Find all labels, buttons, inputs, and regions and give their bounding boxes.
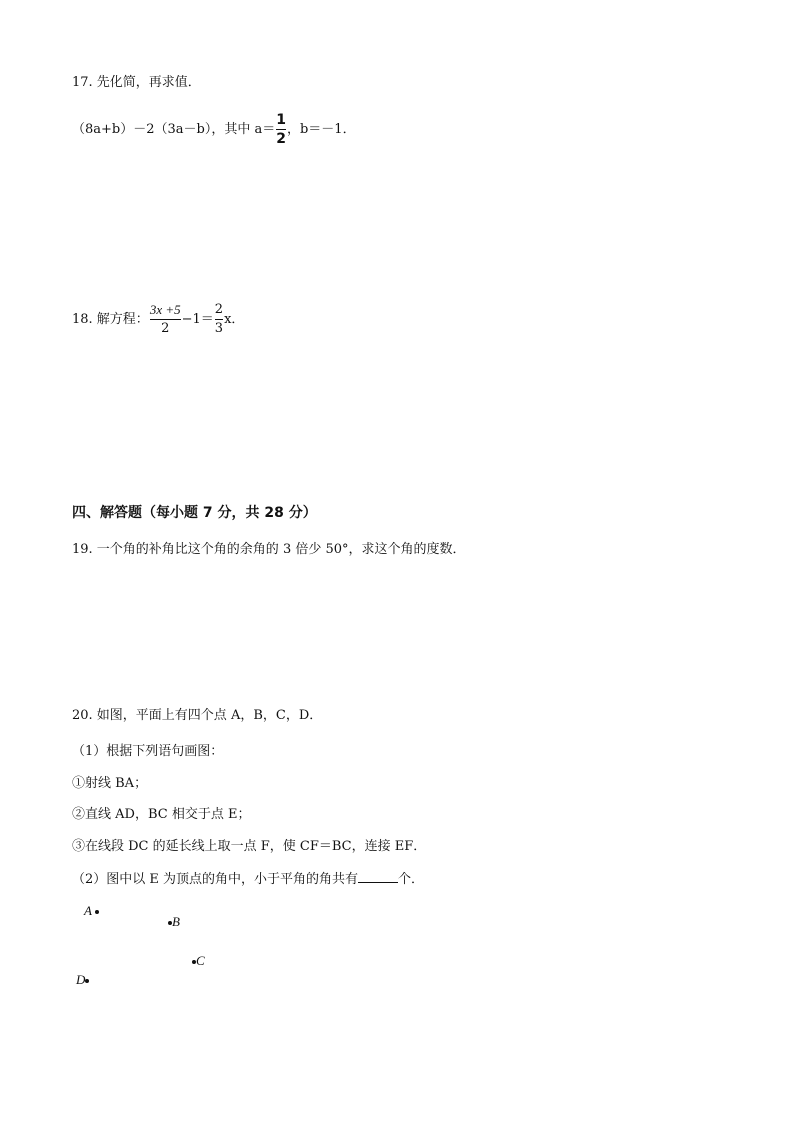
q20-part2 — [72, 870, 424, 889]
q17-expr-suffix: ，b＝－1． — [286, 122, 356, 137]
point-a — [84, 903, 99, 919]
point-c-label: C — [196, 953, 205, 968]
point-d — [76, 972, 89, 988]
point-b — [168, 914, 180, 930]
q17-expression — [72, 112, 356, 147]
q18-frac2-den: 3 — [214, 321, 224, 336]
point-d-dot — [85, 979, 89, 983]
q17-frac-num: 1 — [276, 112, 286, 128]
q20-item3: ③在线段 DC 的延长线上取一点 F，使 CF＝BC，连接 EF． — [72, 839, 427, 854]
q18-mid: −1＝ — [181, 312, 214, 327]
q18-prefix: 18. 解方程： — [72, 312, 149, 327]
section-4-heading: 四、解答题（每小题 7 分，共 28 分） — [72, 505, 317, 521]
q17-title: 17. 先化简，再求值． — [72, 75, 201, 90]
point-a-label: A — [84, 903, 92, 918]
fraction-bar — [150, 319, 181, 320]
point-c — [192, 953, 205, 969]
q17-fraction-half — [276, 112, 286, 147]
q19-text: 19. 一个角的补角比这个角的余角的 3 倍少 50°，求这个角的度数． — [72, 542, 466, 557]
q20-part2-prefix: （2）图中以 E 为顶点的角中，小于平角的角共有 — [72, 872, 359, 887]
q18-frac1-den: 2 — [161, 321, 170, 336]
q18-suffix: x． — [224, 312, 245, 327]
fraction-bar — [215, 319, 223, 320]
q17-expr-prefix: （8a+b）－2（3a－b），其中 a＝ — [72, 122, 276, 137]
q20-item2: ②直线 AD，BC 相交于点 E； — [72, 807, 251, 822]
q17-frac-den: 2 — [276, 131, 286, 147]
point-a-dot — [95, 910, 99, 914]
fraction-bar — [276, 129, 286, 130]
q18-fraction-2 — [215, 302, 223, 337]
q20-part2-suffix: 个． — [398, 872, 425, 887]
point-b-label: B — [172, 914, 180, 929]
answer-blank — [358, 870, 398, 883]
q18-fraction-1 — [150, 302, 181, 337]
point-d-label: D — [76, 972, 86, 987]
q20-item1: ①射线 BA； — [72, 776, 148, 791]
q18-frac2-num: 2 — [214, 302, 224, 317]
q20-part1: （1）根据下列语句画图： — [72, 744, 224, 759]
q18-equation — [72, 302, 244, 337]
q18-frac1-num: 3x +5 — [149, 302, 181, 317]
q20-title: 20. 如图，平面上有四个点 A，B，C，D． — [72, 708, 323, 723]
